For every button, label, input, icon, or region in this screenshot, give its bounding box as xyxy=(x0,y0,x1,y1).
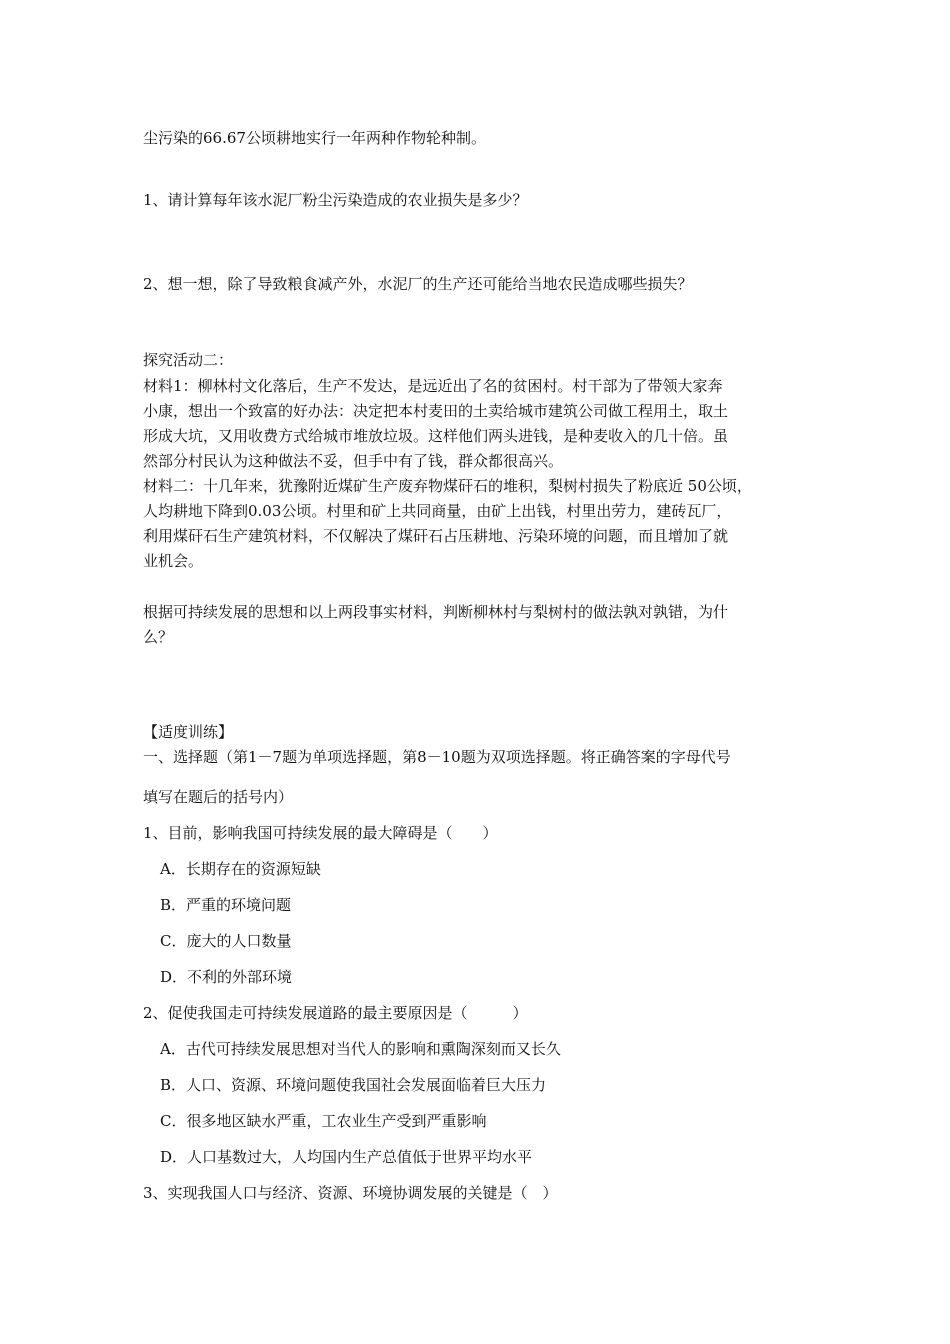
mc-option: C．庞大的人口数量 xyxy=(160,932,292,950)
mc-question-stem: 3、实现我国人口与经济、资源、环境协调发展的关键是（ ） xyxy=(143,1184,558,1202)
material-1-line: 小康，想出一个致富的好办法：决定把本村麦田的土卖给城市建筑公司做工程用土，取土 xyxy=(143,402,729,420)
section-instruction-line: 一、选择题（第1－7题为单项选择题，第8－10题为双项选择题。将正确答案的字母代号 xyxy=(143,748,731,766)
intro-line: 尘污染的66.67公顷耕地实行一年两种作物轮种制。 xyxy=(143,129,486,147)
mc-option: B．严重的环境问题 xyxy=(160,896,292,914)
mc-question-stem: 1、目前，影响我国可持续发展的最大障碍是（ ） xyxy=(143,824,498,842)
material-2-line: 利用煤矸石生产建筑材料，不仅解决了煤矸石占压耕地、污染环境的问题，而且增加了就 xyxy=(143,527,729,545)
material-1-line: 然部分村民认为这种做法不妥，但手中有了钱，群众都很高兴。 xyxy=(143,452,564,470)
material-2-line: 人均耕地下降到0.03公顷。村里和矿上共同商量，由矿上出钱，村里出劳力，建砖瓦厂， xyxy=(143,502,732,520)
activity-question-line: 么？ xyxy=(143,628,174,646)
mc-option: B．人口、资源、环境问题使我国社会发展面临着巨大压力 xyxy=(160,1076,547,1094)
mc-option: A．长期存在的资源短缺 xyxy=(160,860,321,878)
question-2: 2、想一想，除了导致粮食减产外，水泥厂的生产还可能给当地农民造成哪些损失？ xyxy=(143,275,693,293)
mc-option: D．不利的外部环境 xyxy=(160,968,293,986)
question-1: 1、请计算每年该水泥厂粉尘污染造成的农业损失是多少？ xyxy=(143,191,528,209)
activity-2-title: 探究活动二： xyxy=(143,351,234,369)
mc-option: A．古代可持续发展思想对当代人的影响和熏陶深刻而又长久 xyxy=(160,1040,561,1058)
activity-question-line: 根据可持续发展的思想和以上两段事实材料，判断柳林村与梨树村的做法孰对孰错，为什 xyxy=(143,603,729,621)
mc-option: C．很多地区缺水严重，工农业生产受到严重影响 xyxy=(160,1112,487,1130)
section-instruction-line: 填写在题后的括号内） xyxy=(143,788,294,806)
mc-question-stem: 2、促使我国走可持续发展道路的最主要原因是（ ） xyxy=(143,1004,528,1022)
material-2-line: 业机会。 xyxy=(143,552,204,570)
material-1-line: 材料1：柳林村文化落后，生产不发达，是远近出了名的贫困村。村干部为了带领大家奔 xyxy=(143,377,723,395)
training-heading: 【适度训练】 xyxy=(143,723,234,741)
material-2-line: 材料二：十几年来，犹豫附近煤矿生产废弃物煤矸石的堆积，梨树村损失了粉底近 50公顷， xyxy=(143,477,752,495)
material-1-line: 形成大坑，又用收费方式给城市堆放垃圾。这样他们两头进钱，是种麦收入的几十倍。虽 xyxy=(143,427,729,445)
mc-option: D．人口基数过大，人均国内生产总值低于世界平均水平 xyxy=(160,1148,533,1166)
